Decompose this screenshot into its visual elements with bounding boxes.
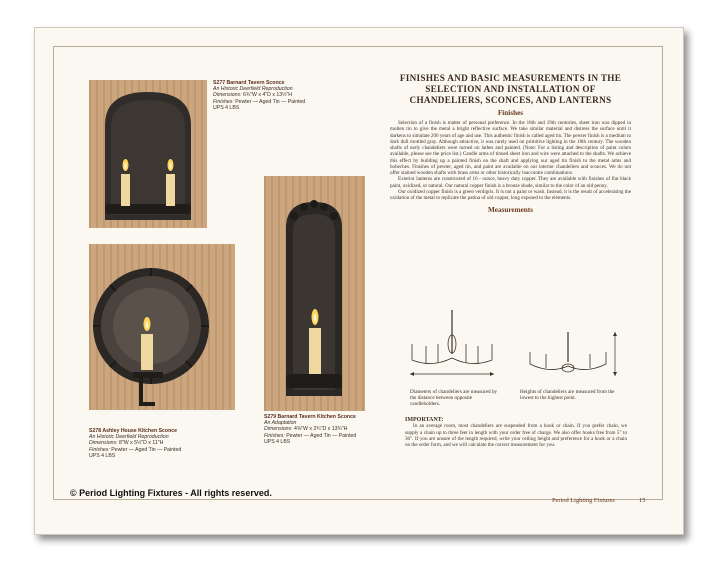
finishes-paragraph: Exterior lanterns are constructed of 16 - ounce, heavy duty copper. They are available with finishes of flat black paint, oxidized, or natural. Our natural copper finish is a bronze shade, similar to the color of an old penny.: [390, 176, 631, 189]
product-note: An Historic Deerfield Reproduction: [89, 434, 169, 441]
measurements-heading: Measurements: [488, 206, 533, 215]
photo-s277: [89, 80, 207, 228]
diagram-caption-diameter: Diameters of chandeliers are measured by the distance between opposite candleholders.: [410, 389, 498, 408]
article-column: [390, 73, 631, 528]
finishes-label: Finishes:: [264, 432, 285, 439]
finishes-paragraph: Our oxidized copper finish is a green verdigris. It is not a paint or wash. Instead, it is the result of accelerating the oxidation of the metal to replicate the patina of old copper, long exposed to the elements.: [390, 188, 631, 201]
caption-s278: [89, 428, 229, 459]
finishes-paragraph: Selection of a finish is matter of personal preference. In the 18th and 19th centuries, sheet iron was dipped in molten tin to give the metal a bright reflective surface. We take similar material and distress the surface until it darkens to simulate 200 years of age and use. This authentic finish is called aged tin. The pewter finish is a medium to dark dull mottled gray. Although attractive, it was rarely used on primitive lighting in the 18th century. The wooden shafts of early chandeliers were turned on lathes and painted. (Note: For a listing and description of paint colors available, please see the price list.) Candle arms of tinned sheet iron and wire were attached to the shafts. We achieve this effect by building up a painted finish on the shaft and applying our aged tin finish to the metal arms and bobeches. Finishes of pewter, aged tin, and paint are available on our interior chandeliers and sconces. We do not offer stained wooden shafts with brass arms or other historically inaccurate combinations.: [390, 120, 631, 176]
product-note: An Adaptation: [264, 420, 297, 427]
important-text: In an average room, most chandeliers are suspended from a hook or chain. If you prefer chain, we supply a chain up to three feet in length with your order free of charge. We also offer hooks free from 5" to 36". If you are unsure of the length required, write your ceiling height and preference for a hook or a chain on the order form, and we will calculate the correct measurement for you.: [405, 423, 627, 448]
caption-s279: [264, 414, 394, 445]
product-dimensions: 8"W x 5½"D x 11"H: [119, 440, 164, 447]
product-shipping: UPS 4 LBS: [213, 104, 240, 111]
dimensions-label: Dimensions:: [89, 440, 118, 447]
photo-s278: [89, 244, 235, 410]
important-label: IMPORTANT:: [405, 417, 444, 423]
product-shipping: UPS 4 LBS: [89, 452, 116, 459]
product-title: S277 Barnard Tavern Sconce: [213, 80, 285, 86]
chandelier-diameter-diagram: [404, 308, 500, 382]
product-dimensions: 6¾"W x 4"D x 13½"H: [243, 92, 293, 99]
product-note: An Historic Deerfield Reproduction: [213, 86, 293, 93]
caption-s277: [213, 80, 333, 111]
product-dimensions: 4⅝"W x 2¾"D x 13¾"H: [294, 426, 348, 433]
page-number: 15: [639, 497, 646, 504]
dimensions-label: Dimensions:: [264, 426, 293, 433]
finishes-heading: Finishes: [497, 109, 524, 117]
product-shipping: UPS 4 LBS: [264, 438, 291, 445]
chandelier-height-diagram: [520, 330, 620, 382]
diagram-caption-height: Heights of chandeliers are measured from the lowest to the highest point.: [520, 389, 615, 402]
article-heading: FINISHES AND BASIC MEASUREMENTS IN THE SELECTION AND INSTALLATION OF CHANDELIERS, SCONCES, AND LANTERNS: [399, 73, 622, 105]
copyright-watermark: © Period Lighting Fixtures - All rights reserved.: [70, 488, 272, 498]
sconce-s278-illustration: [89, 244, 235, 410]
dimensions-label: Dimensions:: [213, 92, 242, 99]
finishes-body: [390, 120, 631, 201]
finishes-label: Finishes:: [213, 98, 234, 105]
product-finishes: Pewter — Aged Tin — Painted: [235, 98, 306, 105]
footer-brand: Period Lighting Fixtures: [552, 497, 615, 504]
product-title: S279 Barnard Tavern Kitchen Sconce: [264, 414, 356, 420]
product-title: S278 Ashley House Kitchen Sconce: [89, 428, 178, 434]
sconce-s277-illustration: [89, 80, 207, 228]
sconce-s279-illustration: [264, 176, 365, 411]
product-finishes: Pewter — Aged Tin — Painted: [111, 446, 182, 453]
photo-s279: [264, 176, 365, 411]
product-finishes: Pewter — Aged Tin — Painted: [286, 432, 357, 439]
finishes-label: Finishes:: [89, 446, 110, 453]
important-note: [405, 417, 627, 448]
